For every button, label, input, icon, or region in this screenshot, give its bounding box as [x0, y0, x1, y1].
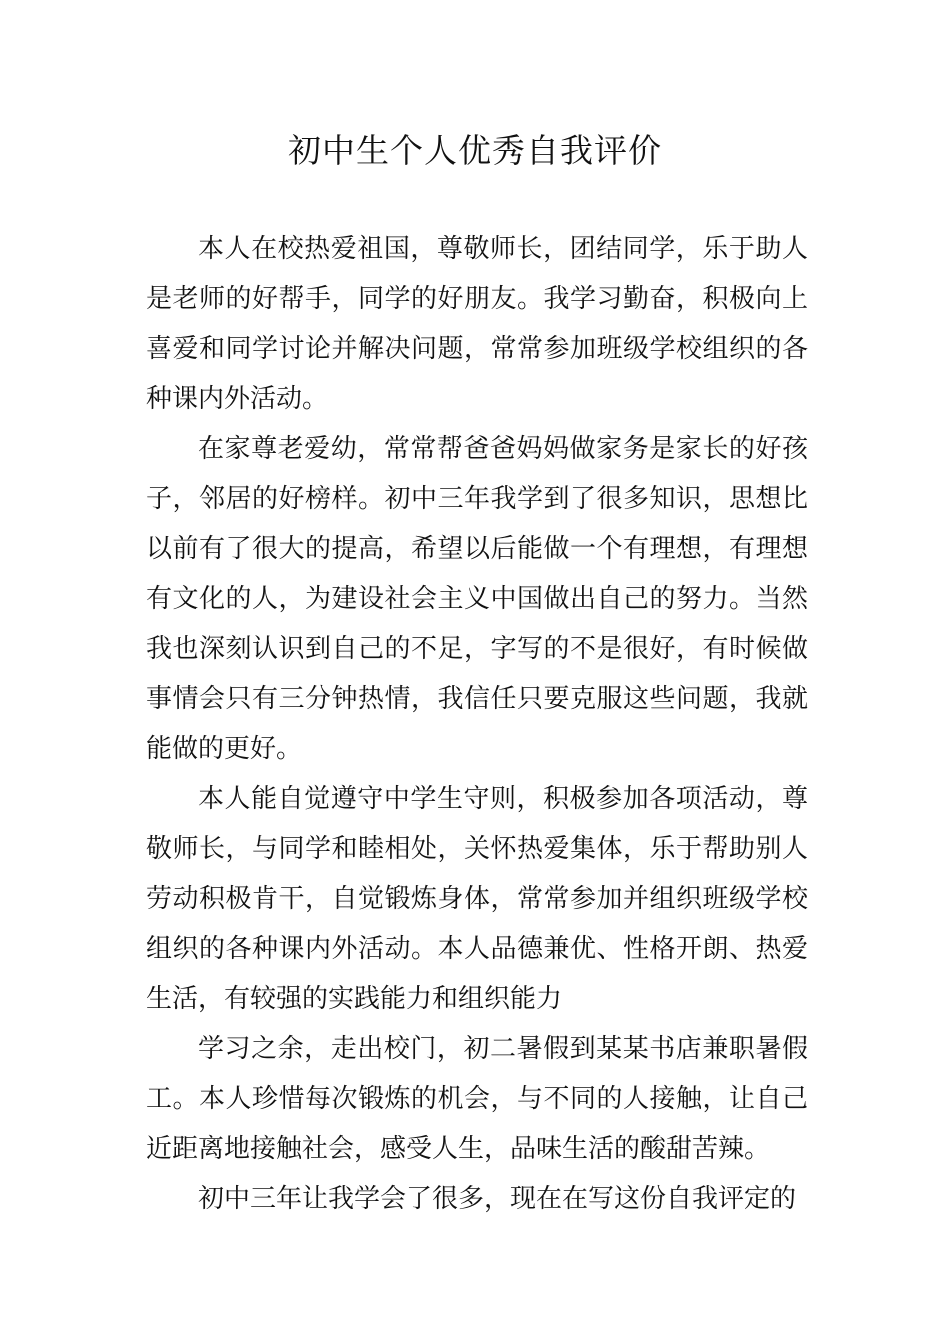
- paragraph-2: 在家尊老爱幼，常常帮爸爸妈妈做家务是家长的好孩子，邻居的好榜样。初中三年我学到了很多知识，思想比以前有了很大的提高，希望以后能做一个有理想，有理想有文化的人，为建设社会主义中国做出自己的努力。当然我也深刻认识到自己的不足，字写的不是很好，有时候做事情会只有三分钟热情，我信任只要克服这些问题，我就能做的更好。: [146, 434, 808, 764]
- paragraph-5: 初中三年让我学会了很多，现在在写这份自我评定的: [198, 1184, 797, 1214]
- document-title: 初中生个人优秀自我评价: [288, 131, 662, 170]
- paragraph-4: 学习之余，走出校门，初二暑假到某某书店兼职暑假工。本人珍惜每次锻炼的机会，与不同的人接触，让自己近距离地接触社会，感受人生，品味生活的酸甜苦辣。: [146, 1034, 808, 1164]
- document-body: [146, 224, 808, 1224]
- paragraph-3: 本人能自觉遵守中学生守则，积极参加各项活动，尊敬师长，与同学和睦相处，关怀热爱集体，乐于帮助别人劳动积极肯干，自觉锻炼身体，常常参加并组织班级学校组织的各种课内外活动。本人品德兼优、性格开朗、热爱生活，有较强的实践能力和组织能力: [146, 784, 808, 1014]
- paragraph-1: 本人在校热爱祖国，尊敬师长，团结同学，乐于助人是老师的好帮手，同学的好朋友。我学习勤奋，积极向上喜爱和同学讨论并解决问题，常常参加班级学校组织的各种课内外活动。: [146, 234, 808, 414]
